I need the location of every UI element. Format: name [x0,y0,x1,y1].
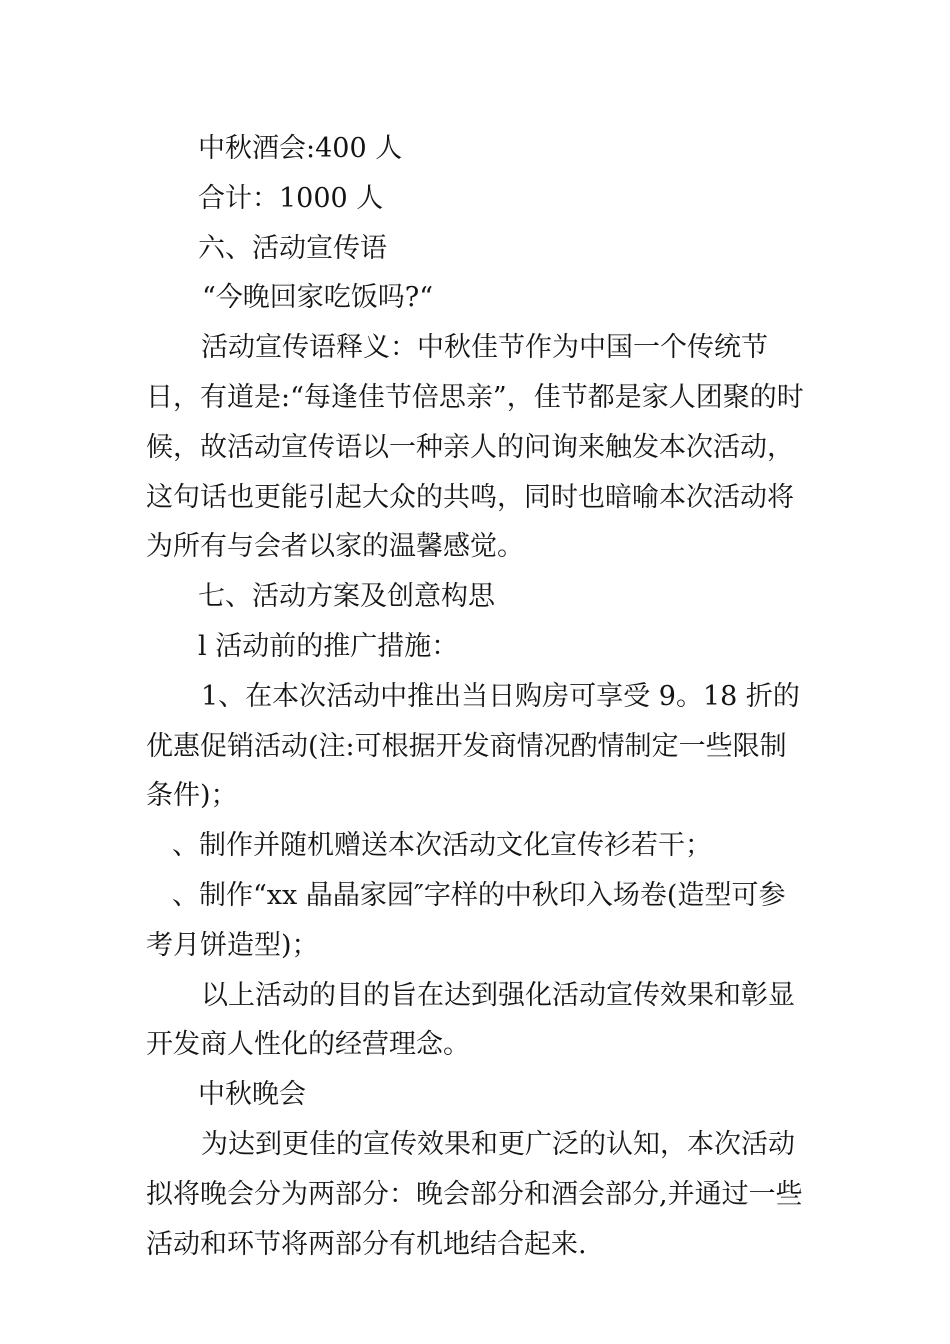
subheading-gala: 中秋晚会 [198,1079,306,1111]
attendance-banquet-line: 中秋酒会:400 人 [198,133,403,164]
document-body [146,124,810,1269]
slogan-explanation-paragraph: 活动宣传语释义：中秋佳节作为中国一个传统节日，有道是:“每逢佳节倍思亲”，佳节都是家人团聚的时候，故活动宣传语以一种亲人的问询来触发本次活动，这句话也更能引起大众的共鸣，同时也暗喻本次活动将为所有与会者以家的温馨感觉。 [146,332,804,563]
section-heading-plan: 七、活动方案及创意构思 [198,581,495,613]
section-heading-slogan: 六、活动宣传语 [198,232,387,264]
gala-description-paragraph: 为达到更佳的宣传效果和更广泛的认知，本次活动拟将晚会分为两部分：晚会部分和酒会部分,并通过一些活动和环节将两部分有机地结合起来. [146,1128,803,1260]
promotion-item-tickets: 、制作“xx 晶晶家园″字样的中秋印入场卷(造型可参考月饼造型)； [146,879,786,961]
slogan-quote: “今晚回家吃饭吗?“ [202,282,434,314]
subheading-promotion: l 活动前的推广措施： [198,630,459,662]
promotion-item-shirts: 、制作并随机赠送本次活动文化宣传衫若干； [172,830,712,862]
promotion-item-discount: 1、在本次活动中推出当日购房可享受 9。18 折的优惠促销活动(注:可根据开发商情况酌情制定一些限制条件)； [146,680,800,812]
promotion-purpose-paragraph: 以上活动的目的旨在达到强化活动宣传效果和彰显开发商人性化的经营理念。 [146,979,795,1061]
attendance-total-line: 合计：1000 人 [198,182,384,214]
